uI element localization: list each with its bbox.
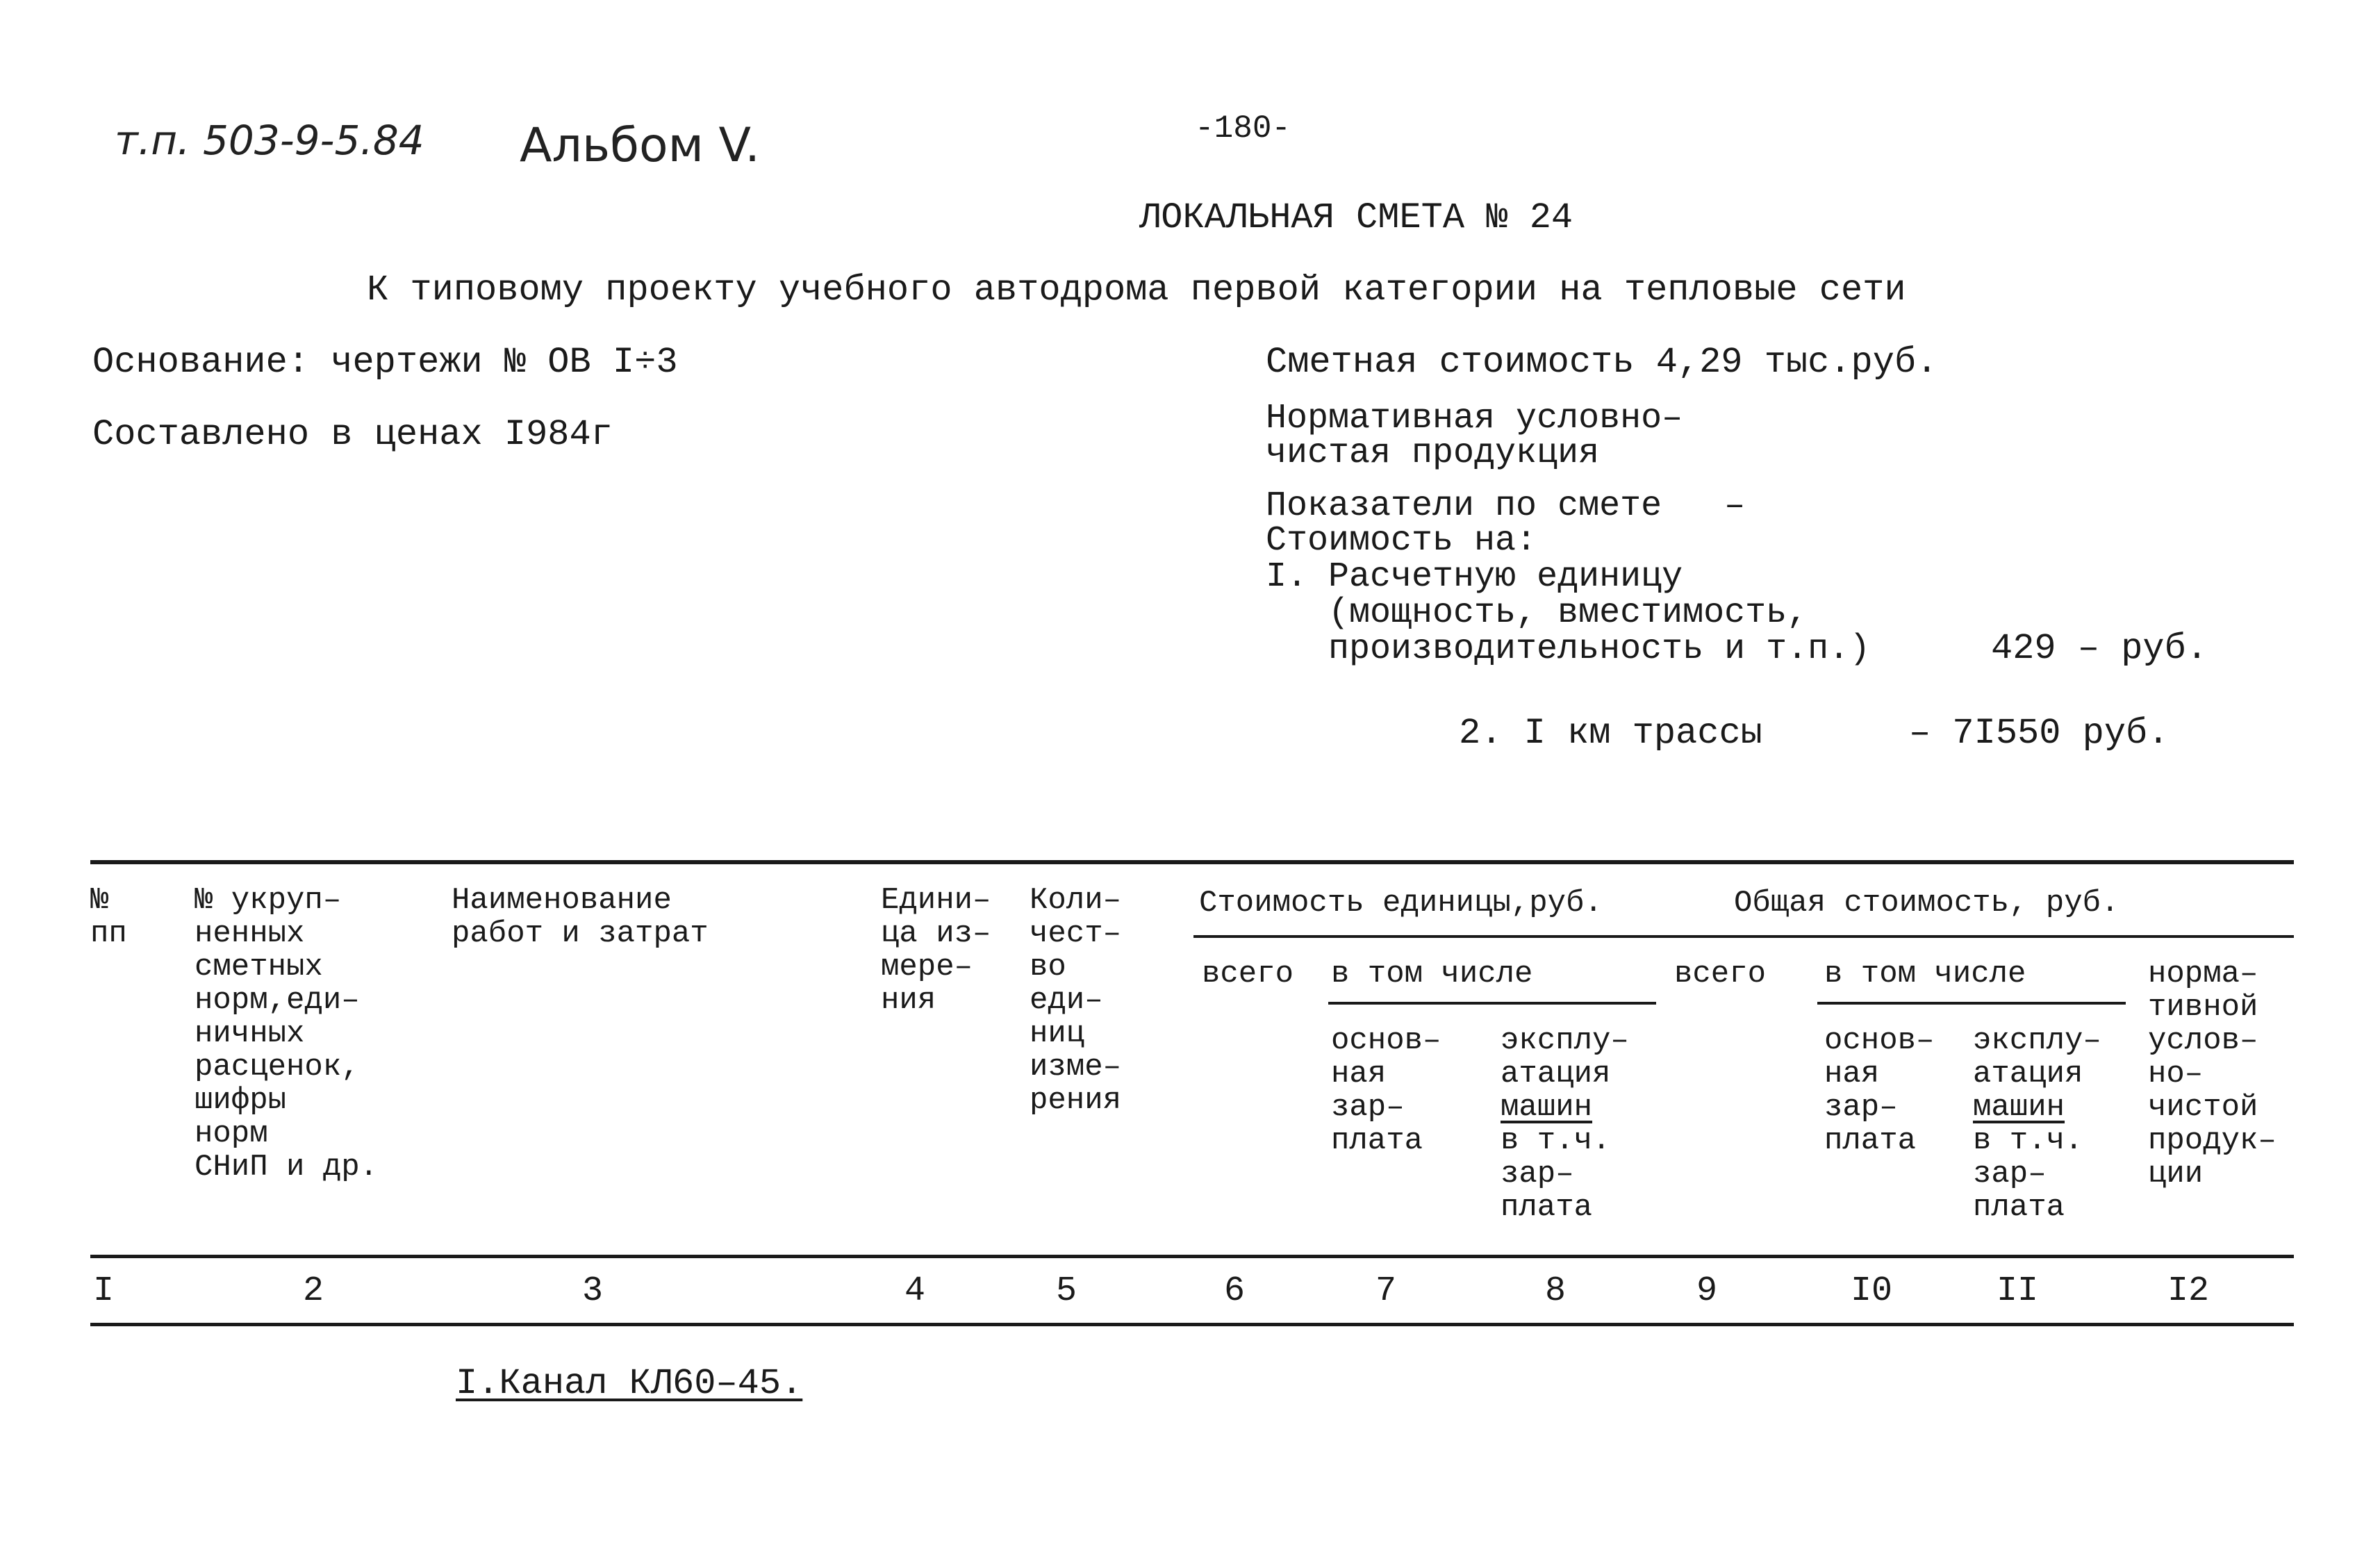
- machines-wage-label: в т.ч. зар– плата: [1973, 1123, 2083, 1225]
- page-number: -180-: [1195, 110, 1291, 147]
- col-header-quantity: Коли– чест– во еди– ниц изме– рения: [1030, 883, 1122, 1118]
- total-cost-incl-rule: [1817, 1002, 2126, 1005]
- cost-for-line: Стоимость на:: [1266, 521, 1537, 561]
- col-header-total-machines: [1973, 1024, 2101, 1224]
- machines-wage-label: в т.ч. зар– плата: [1501, 1123, 1611, 1225]
- col-header-unit-base-wage: основ– ная зар– плата: [1331, 1023, 1441, 1158]
- normative-product-line2: чистая продукция: [1266, 434, 1600, 473]
- normative-product-line1: Нормативная условно–: [1266, 399, 1683, 438]
- column-number-12: I2: [2167, 1271, 2210, 1311]
- item1-line3: производительность и т.п.): [1328, 629, 1871, 669]
- header-bottom-rule: [90, 1255, 2294, 1258]
- col-header-unit-incl: в том числе: [1331, 957, 1533, 991]
- col-header-unit: Едини– ца из– мере– ния: [881, 883, 991, 1018]
- column-number-5: 5: [1056, 1271, 1077, 1311]
- group-header-unit-cost: Стоимость единицы,руб.: [1199, 886, 1603, 921]
- item1-line2: (мощность, вместимость,: [1328, 593, 1808, 633]
- col-header-unit-total: всего: [1202, 957, 1294, 991]
- prices-line: Составлено в ценах I984г: [92, 414, 613, 455]
- col-header-total-incl: в том числе: [1824, 957, 2026, 991]
- column-number-8: 8: [1545, 1271, 1567, 1311]
- item1-value: 429 – руб.: [1991, 628, 2208, 669]
- document-title: ЛОКАЛЬНАЯ СМЕТА № 24: [1139, 197, 1573, 238]
- col-header-work-name: Наименование работ и затрат: [452, 883, 709, 951]
- item2-value: – 7I550 руб.: [1909, 713, 2170, 754]
- group-header-total-cost: Общая стоимость, руб.: [1734, 886, 2119, 921]
- column-number-3: 3: [582, 1271, 604, 1311]
- column-number-6: 6: [1224, 1271, 1246, 1311]
- basis-line: Основание: чертежи № ОВ I÷3: [92, 342, 678, 383]
- item2-label: 2. I км трассы: [1459, 713, 1762, 754]
- section-title: I.Канал КЛ60–45.: [456, 1363, 803, 1404]
- column-number-7: 7: [1375, 1271, 1397, 1311]
- album-label: Альбом V.: [520, 118, 760, 173]
- col-header-total-base-wage: основ– ная зар– плата: [1824, 1023, 1935, 1158]
- column-number-2: 2: [303, 1271, 324, 1311]
- document-code: т.п. 503-9-5.84: [115, 117, 424, 164]
- column-number-4: 4: [904, 1271, 926, 1311]
- column-number-9: 9: [1696, 1271, 1718, 1311]
- item1-line1: I. Расчетную единицу: [1266, 557, 1683, 597]
- col-header-normative-product: норма– тивной услов– но– чистой продук– ции: [2148, 957, 2276, 1191]
- col-header-norm-codes: № укруп– ненных сметных норм,еди– ничных расценок, шифры норм СНиП и др.: [195, 883, 379, 1185]
- estimated-cost: Сметная стоимость 4,29 тыс.руб.: [1266, 342, 1938, 383]
- cost-groups-rule: [1193, 935, 2294, 938]
- col-header-unit-machines: [1501, 1024, 1629, 1224]
- numbers-bottom-rule: [90, 1323, 2294, 1326]
- machines-label: машин: [1973, 1090, 2065, 1125]
- document-subtitle: К типовому проекту учебного автодрома первой категории на тепловые сети: [367, 270, 1906, 311]
- col-header-number: № пп: [90, 883, 127, 951]
- column-number-11: II: [1997, 1271, 2039, 1311]
- machines-label: машин: [1501, 1090, 1593, 1125]
- col-header-total-total: всего: [1674, 957, 1767, 991]
- machines-operation-label: эксплу– атация: [1973, 1023, 2101, 1091]
- indicators-line: Показатели по смете –: [1266, 486, 1746, 526]
- column-number-1: I: [93, 1271, 115, 1311]
- table-top-rule: [90, 860, 2294, 864]
- unit-cost-incl-rule: [1328, 1002, 1656, 1005]
- column-number-10: I0: [1851, 1271, 1893, 1311]
- machines-operation-label: эксплу– атация: [1501, 1023, 1629, 1091]
